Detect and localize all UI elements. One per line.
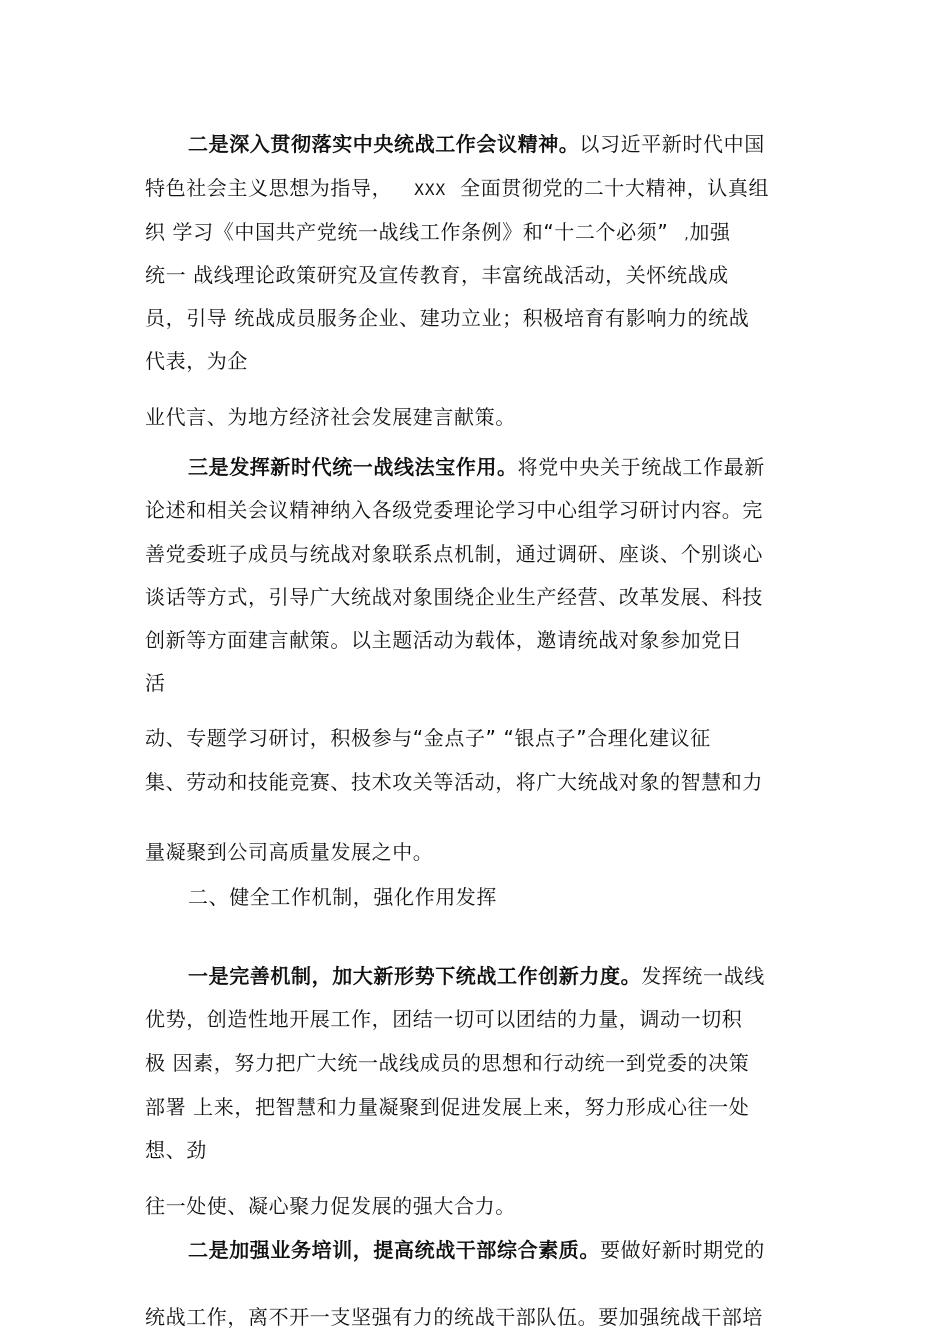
paragraph-1-line-3 [145, 219, 805, 248]
paragraph-2-line-9: 量凝聚到公司高质量发展之中。 [145, 840, 434, 864]
paragraph-4-line-1-rest: 要做好新时期党的 [600, 1238, 765, 1262]
paragraph-2-line-4: 谈话等方式，引导广大统战对象围绕企业生产经营、改革发展、科技 [145, 585, 763, 609]
placeholder-code: XXX [414, 180, 447, 199]
paragraph-4-line-1 [188, 1237, 848, 1263]
paragraph-1-line-1-rest: 以习近平新时代中国 [579, 132, 765, 156]
paragraph-2-line-1 [188, 454, 848, 480]
paragraph-2-lead: 三是发挥新时代统一战线法宝作用。 [188, 455, 518, 479]
paragraph-1-line-5: 员，引导 统战成员服务企业、建功立业；积极培育有影响力的统战 [145, 306, 750, 330]
paragraph-3-line-1 [188, 963, 848, 989]
paragraph-3-line-6: 往一处使、凝心聚力促发展的强大合力。 [145, 1194, 516, 1218]
paragraph-1-line-3-end: 加强 [689, 220, 731, 244]
paragraph-1-lead: 二是深入贯彻落实中央统战工作会议精神。 [188, 132, 580, 156]
paragraph-2-line-8: 集、劳动和技能竞赛、技术攻关等活动，将广大统战对象的智慧和力 [145, 770, 763, 794]
comma-mark: , [684, 227, 690, 243]
paragraph-1-line-1 [188, 131, 848, 157]
paragraph-2-line-7: 动、专题学习研讨，积极参与“金点子” “银点子”合理化建议征 [145, 726, 711, 750]
paragraph-4-lead: 二是加强业务培训，提高统战干部综合素质。 [188, 1238, 600, 1262]
paragraph-3-line-5: 想、劲 [145, 1138, 207, 1162]
paragraph-1-line-6: 代表，为企 [145, 349, 248, 373]
paragraph-1-line-3-text: 织 学习《中国共产党统一战线工作条例》和“十二个必须” [145, 220, 669, 244]
paragraph-3-line-2: 优势，创造性地开展工作，团结一切可以团结的力量，调动一切积 [145, 1007, 743, 1031]
paragraph-2-line-1-rest: 将党中央关于统战工作最新 [517, 455, 765, 479]
paragraph-1-line-2 [145, 175, 805, 203]
paragraph-2-line-2: 论述和相关会议精神纳入各级党委理论学习中心组学习研讨内容。完 [145, 498, 763, 522]
paragraph-1-line-7: 业代言、为地方经济社会发展建言献策。 [145, 405, 516, 429]
paragraph-3-line-4: 部署 上来，把智慧和力量凝聚到促进发展上来，努力形成心往一处 [145, 1095, 750, 1119]
paragraph-3-line-1-rest: 发挥统一战线 [641, 964, 765, 988]
paragraph-1-line-2a: 特色社会主义思想为指导， [145, 176, 393, 200]
paragraph-2-line-3: 善党委班子成员与统战对象联系点机制，通过调研、座谈、个别谈心 [145, 542, 763, 566]
paragraph-4-line-2: 统战工作，离不开一支坚强有力的统战干部队伍。要加强统战干部培 [145, 1305, 763, 1329]
paragraph-2-line-6: 活 [145, 671, 166, 695]
paragraph-2-line-5: 创新等方面建言献策。以主题活动为载体，邀请统战对象参加党日 [145, 628, 743, 652]
paragraph-3-lead: 一是完善机制，加大新形势下统战工作创新力度。 [188, 964, 642, 988]
paragraph-3-line-3: 极 因素，努力把广大统一战线成员的思想和行动统一到党委的决策 [145, 1051, 750, 1075]
section-heading: 二、健全工作机制，强化作用发挥 [188, 885, 497, 909]
paragraph-1-line-4: 统一 战线理论政策研究及宣传教育，丰富统战活动，关怀统战成 [145, 263, 729, 287]
paragraph-1-line-2b: 全面贯彻党的二十大精神，认真组 [460, 176, 770, 200]
